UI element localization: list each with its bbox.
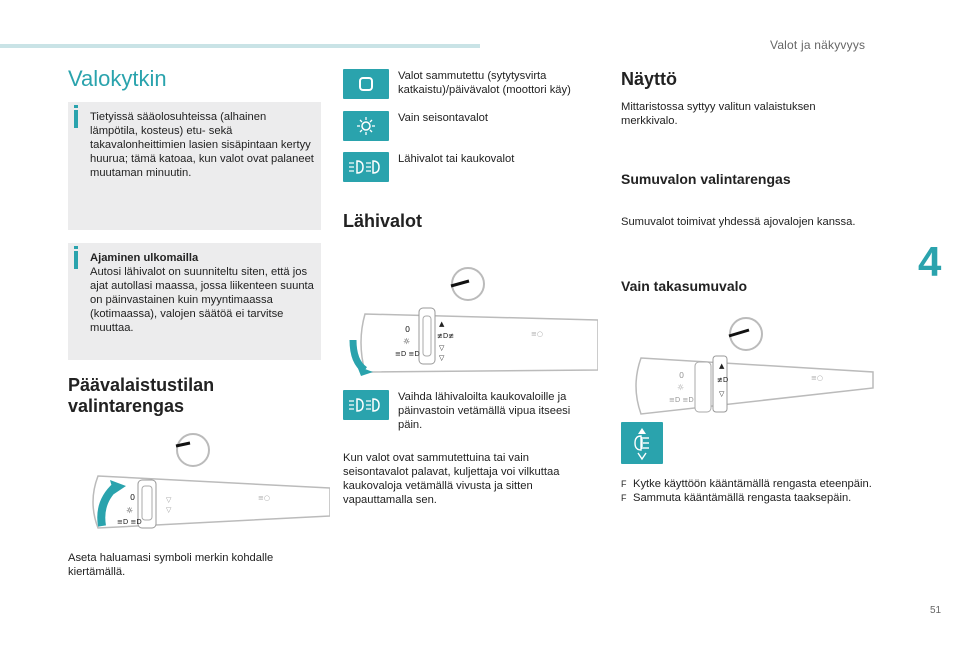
row-text: Valot sammutettu (sytytysvirta katkaistu)/päivävalot (moottori käy) bbox=[398, 70, 571, 96]
notice-title: Ajaminen ulkomailla bbox=[90, 252, 199, 264]
list-item bbox=[621, 477, 881, 491]
headlights-icon bbox=[343, 390, 389, 420]
svg-text:≡D ≡D: ≡D ≡D bbox=[669, 396, 694, 404]
light-switch-tile bbox=[343, 69, 389, 99]
rear-fog-tile bbox=[621, 422, 663, 464]
section-title-rear-fog: Vain takasumuvalo bbox=[621, 278, 748, 294]
svg-text:▲: ▲ bbox=[439, 320, 445, 328]
display-text: Mittaristossa syttyy valitun valaistuksen merkkivalo. bbox=[621, 101, 816, 127]
section-title-low-beam: Lähivalot bbox=[343, 211, 423, 231]
section-title-display: Näyttö bbox=[621, 69, 678, 89]
row-text: Vain seisontavalot bbox=[398, 112, 488, 124]
svg-text:☼: ☼ bbox=[677, 383, 685, 392]
parking-lights-icon bbox=[343, 111, 389, 141]
fog-text: Sumuvalot toimivat yhdessä ajovalojen kanssa. bbox=[621, 216, 856, 228]
notice-box-abroad bbox=[68, 243, 321, 360]
svg-text:0: 0 bbox=[679, 371, 685, 380]
svg-text:≡○: ≡○ bbox=[258, 494, 270, 502]
steering-wheel-icon bbox=[729, 318, 762, 350]
svg-text:▽: ▽ bbox=[166, 506, 172, 514]
off-icon bbox=[343, 69, 389, 99]
notice-text: Autosi lähivalot on suunniteltu siten, että jos ajat autollasi maassa, jossa liikenteen suunta on päinvastainen kuin myyntimaassa (kotimaassa), valojen säätöä ei tarvitse muuttaa. bbox=[90, 266, 314, 334]
svg-text:≡○: ≡○ bbox=[531, 330, 543, 338]
svg-text:▽: ▽ bbox=[719, 390, 725, 398]
page-title: Valokytkin bbox=[68, 66, 167, 91]
svg-text:≢D: ≢D bbox=[717, 376, 729, 384]
bullet-text: Kytke käyttöön kääntämällä rengasta eteenpäin. bbox=[633, 478, 872, 490]
svg-text:▲: ▲ bbox=[719, 362, 725, 370]
notice-box-frost bbox=[68, 102, 321, 230]
svg-text:▽: ▽ bbox=[166, 496, 172, 504]
stalk-illustration-pull bbox=[343, 262, 598, 377]
info-icon bbox=[74, 110, 78, 128]
steering-wheel-icon bbox=[176, 434, 209, 466]
list-item bbox=[621, 491, 881, 505]
light-switch-tile bbox=[343, 111, 389, 141]
svg-text:▽: ▽ bbox=[439, 354, 445, 362]
header-bar bbox=[0, 44, 480, 48]
paragraph-flash: Kun valot ovat sammutettuina tai vain seisontavalot palavat, kuljettaja voi vilkuttaa kaukovaloja vetämällä vivusta ja sitten vapauttamalla sen. bbox=[343, 452, 560, 506]
bullet-marker: F bbox=[621, 493, 627, 503]
caption-rotate: Aseta haluamasi symboli merkin kohdalle kiertämällä. bbox=[68, 552, 274, 578]
svg-text:0: 0 bbox=[130, 493, 136, 502]
svg-text:☼: ☼ bbox=[403, 337, 411, 346]
row-text: Lähivalot tai kaukovalot bbox=[398, 153, 515, 165]
headlights-icon bbox=[343, 152, 389, 182]
bullet-text: Sammuta kääntämällä rengasta taaksepäin. bbox=[633, 492, 852, 504]
svg-text:▽: ▽ bbox=[439, 344, 445, 352]
notice-text: Tietyissä sääolosuhteissa (alhainen lämpötila, kosteus) etu- sekä takavalonheittimien lasien sisäpintaan kertyy huurua; tämä katoaa, kun valot ovat palaneet muutaman minuutin. bbox=[90, 111, 314, 179]
stalk-illustration-rotate bbox=[68, 428, 330, 543]
bullet-marker: F bbox=[621, 479, 627, 489]
section-title-fog: Sumuvalon valintarengas bbox=[621, 171, 791, 187]
svg-text:0: 0 bbox=[405, 325, 411, 334]
chapter-number: 4 bbox=[918, 238, 942, 285]
subtitle-main-lighting: Päävalaistustilan valintarengas bbox=[68, 375, 215, 416]
steering-wheel-icon bbox=[451, 268, 484, 300]
info-icon bbox=[74, 251, 78, 269]
light-switch-tile bbox=[343, 152, 389, 182]
svg-text:≡○: ≡○ bbox=[811, 374, 823, 382]
svg-text:≢D≢: ≢D≢ bbox=[437, 332, 455, 340]
page-number: 51 bbox=[930, 605, 942, 616]
light-switch-tile bbox=[343, 390, 389, 420]
svg-text:≡D ≡D: ≡D ≡D bbox=[117, 518, 142, 526]
svg-text:≡D ≡D: ≡D ≡D bbox=[395, 350, 420, 358]
row-text: Vaihda lähivaloilta kaukovaloille ja päinvastoin vetämällä vipua itseesi päin. bbox=[398, 391, 571, 431]
rear-fog-icon bbox=[621, 422, 663, 464]
bullet-list bbox=[621, 477, 881, 505]
stalk-illustration-fog bbox=[621, 312, 876, 422]
section-title: Valot ja näkyvyys bbox=[770, 38, 866, 52]
svg-text:☼: ☼ bbox=[126, 506, 134, 515]
